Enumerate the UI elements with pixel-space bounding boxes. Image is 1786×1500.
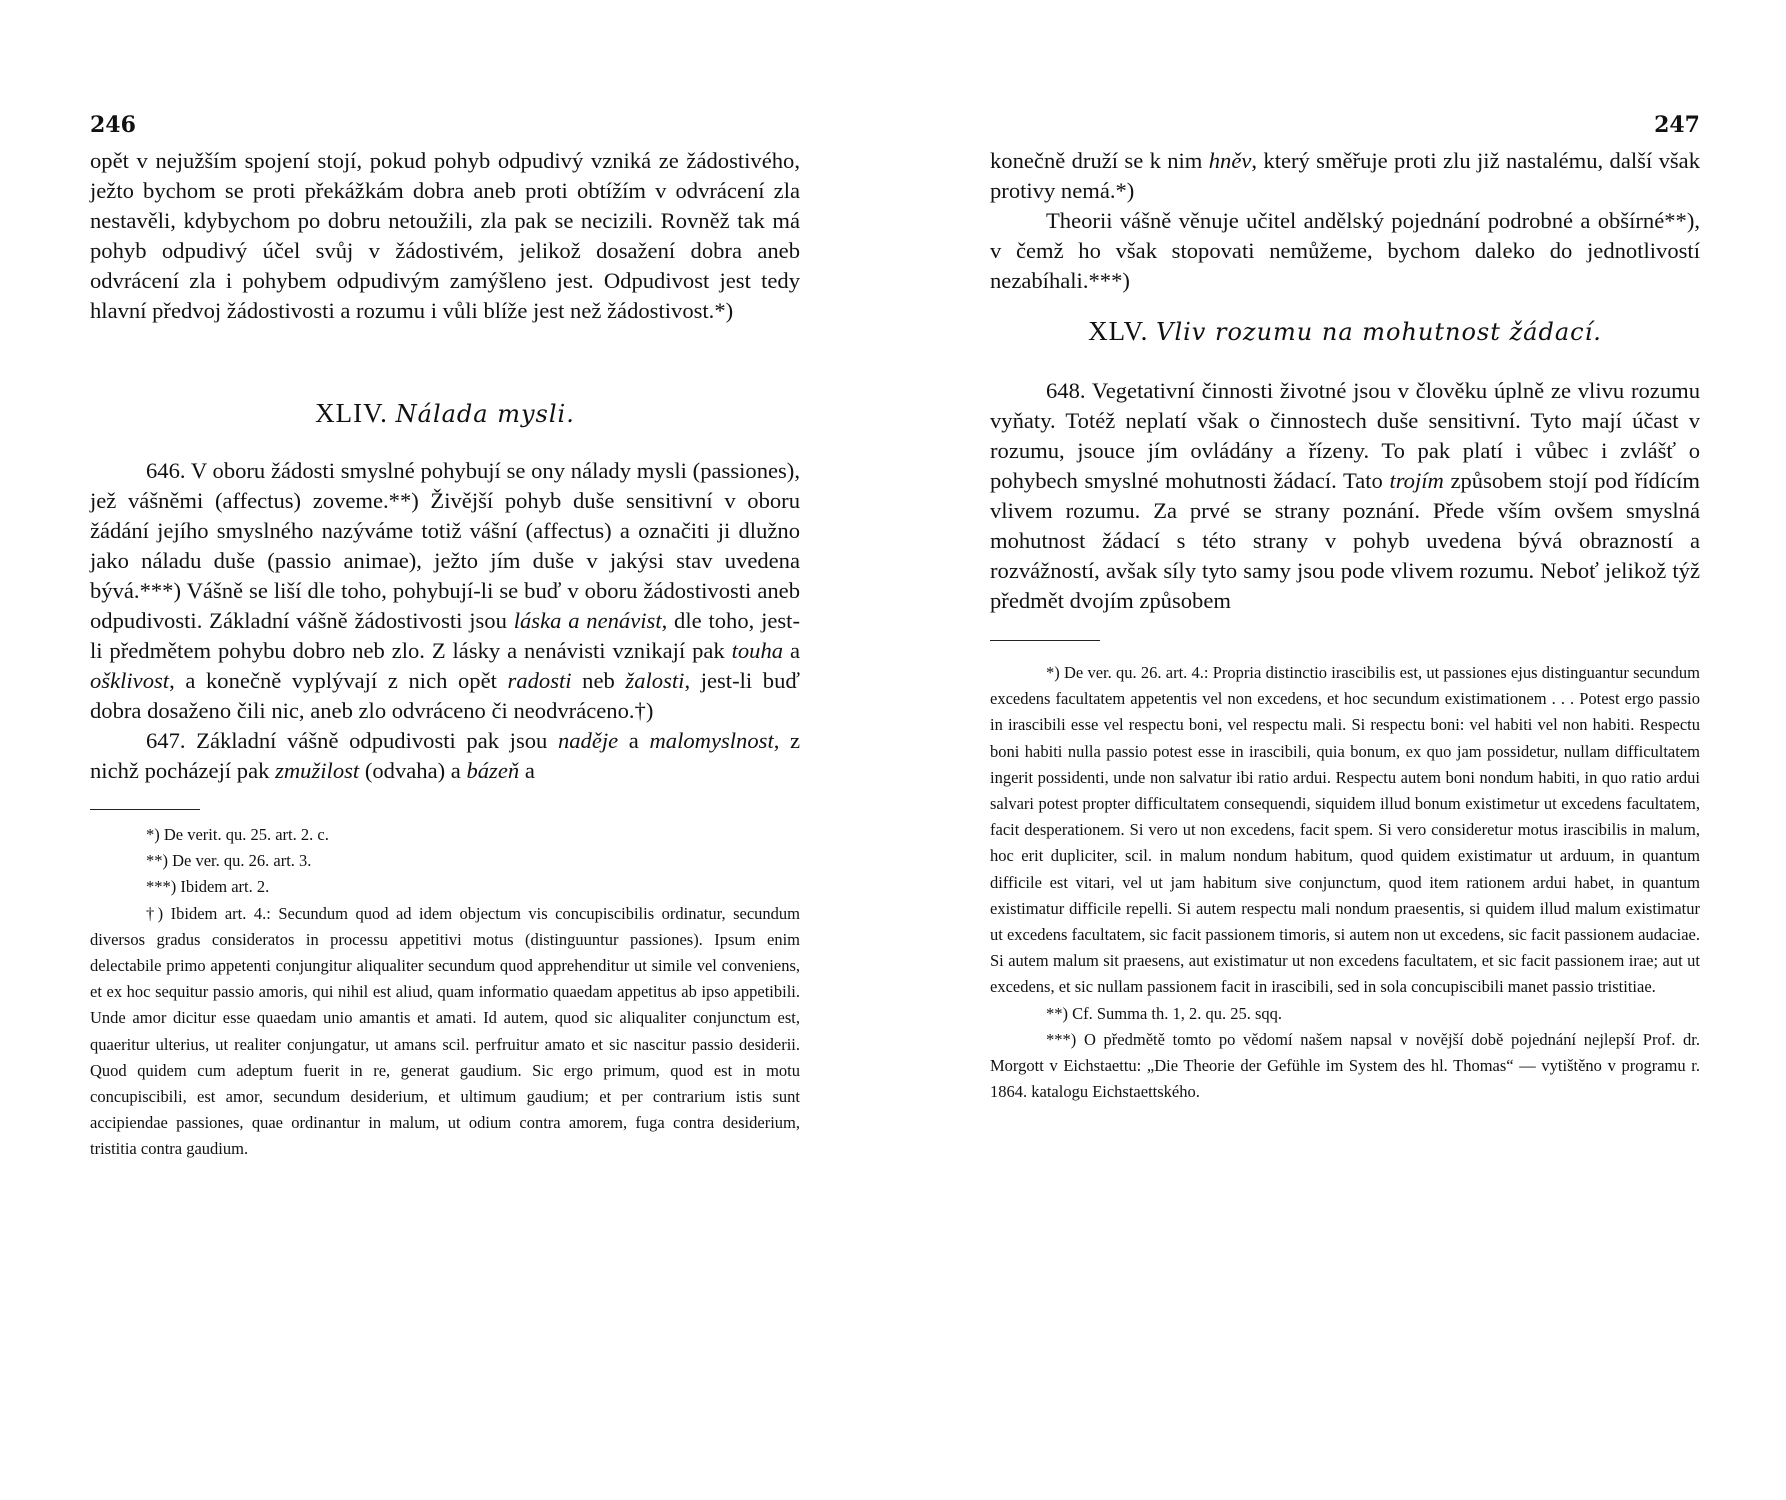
footnotes bbox=[990, 660, 1700, 1105]
heading-number: XLIV. bbox=[315, 398, 388, 428]
paragraph-continued: konečně druží se k nim hněv, který směřuje proti zlu již nastalému, další však protivy nemá.*) bbox=[990, 148, 1700, 203]
paragraph-646: 646. V oboru žádosti smyslné pohybují se ony nálady mysli (passiones), jež vášněmi (affectus) zoveme.**) Živější pohyb duše sensitivní v oboru žádání jejího smyslného nazýváme totiž vášní (affectus) a označiti ji dlužno jako náladu duše (passio animae), ježto jím duše v jakýsi stav uvedena bývá.***) Vášně se liší dle toho, pohybují-li se buď v oboru žádostivosti aneb odpudivosti. Základní vášně žádostivosti jsou láska a nenávist, dle toho, jest-li předmětem pohybu dobro neb zlo. Z lásky a nenávisti vznikají pak touha a ošklivost, a konečně vyplývají z nich opět radosti neb žalosti, jest-li buď dobra dosaženo čili nic, aneb zlo odvráceno či neodvráceno.†) bbox=[90, 458, 800, 723]
main-text-section bbox=[990, 376, 1700, 616]
page-number: 247 bbox=[1654, 112, 1700, 138]
footnote-rule bbox=[990, 640, 1100, 641]
section-heading-xliv bbox=[90, 398, 800, 429]
paragraph-continued: opět v nejužším spojení stojí, pokud pohyb odpudivý vzniká ze žádostivého, ježto bychom se proti překážkám dobra aneb proti obtížím v odvrácení zla nestavěli, kdybychom po dobru netoužili, zla pak se necizili. Rovněž tak má pohyb odpudivý účel svůj v žádostivém, jelikož dosažení dobra aneb odvrácení zla i pohybem odpudivým zamýšleno jest. Odpudivost jest tedy hlavní předvoj žádostivosti a rozumu i vůli blíže jest než žádostivost.*) bbox=[90, 148, 800, 323]
footnote: †) Ibidem art. 4.: Secundum quod ad idem objectum vis concupiscibilis ordinatur, secundum diversos gradus consideratos in processu appetitivi motus (distinguuntur passiones). Ipsum enim delectabile primo appetenti conjungitur aliqualiter secundum quod apprehenditur ut simile vel conveniens, et ex hoc sequitur passio amoris, qui nihil est aliud, quam informatio quaedam appetitus ab ipso appetibili. Unde amor dicitur esse quaedam unio amantis et amati. Id autem, quod sic aliqualiter conjunctum est, quaeritur ulterius, ut realiter conjungatur, ut amans scil. perfruitur amato et sic nascitur passio desiderii. Quod quidem cum adeptum fuerit in re, generat gaudium. Sic ergo primum, quod est in motu concupiscibili, est amor, secundum desiderium, et ultimum gaudium; et per contrarium istis sunt accipiendae passiones, quae ordinantur in malum, ut odium contra amorem, fuga contra desiderium, tristitia contra gaudium. bbox=[90, 903, 800, 1159]
main-text-section bbox=[90, 456, 800, 786]
right-page bbox=[990, 0, 1700, 1500]
heading-title: Nálada mysli. bbox=[395, 400, 575, 428]
left-page bbox=[90, 0, 800, 1500]
page-number: 246 bbox=[90, 112, 136, 138]
heading-number: XLV. bbox=[1088, 316, 1149, 346]
main-text-top bbox=[90, 146, 800, 326]
footnote: *) De ver. qu. 26. art. 4.: Propria distinctio irascibilis est, ut passiones ejus distinguantur secundum excedens facultatem appetentis vel non excedens, et hoc secundum existimationem . . . Potest ergo passio in irascibili esse vel respectu boni, vel respectu mali. Si respectu boni: vel habiti vel non habiti. Respectu boni habiti nulla passio potest esse in irascibili, quia bonum, ex quo jam possidetur, nullam difficultatem ingerit possidenti, unde non salvatur ibi ratio ardui. Respectu autem boni nondum habiti, in quo ratio ardui salvari potest propter difficultatem consequendi, siquidem illud bonum existimetur ut excedens facultatem, facit desperationem. Si vero ut non excedens, facit spem. Si vero consideretur motus irascibilis in malum, hoc erit dupliciter, scil. in malum nondum habitum, quod quidem existimatur ut arduum, in quantum difficile est vitari, vel ut jam habitum sive conjunctum, quod item rationem ardui habet, in quantum existimatur difficile repelli. Si autem respectu mali nondum praesentis, si quidem illud malum existimatur ut excedens facultatem, sic facit passionem timoris, si autem non ut excedens, sic facit passionem audaciae. Si autem malum sit praesens, aut existimatur ut non excedens facultatem, et sic facit passionem irae; aut ut excedens, et sic nullam passionem facit in irascibili, sed in sola concupiscibili manet passio tristitiae. bbox=[990, 663, 1700, 997]
footnotes bbox=[90, 822, 800, 1163]
section-heading-xlv bbox=[990, 316, 1700, 347]
footnote: *) De verit. qu. 25. art. 2. c. bbox=[146, 825, 329, 844]
main-text-top bbox=[990, 146, 1700, 296]
heading-title: Vliv rozumu na mohutnost žádací. bbox=[1156, 318, 1602, 346]
footnote: **) Cf. Summa th. 1, 2. qu. 25. sqq. bbox=[1046, 1003, 1283, 1023]
footnote: **) De ver. qu. 26. art. 3. bbox=[146, 851, 312, 871]
footnote-rule bbox=[90, 809, 200, 810]
footnote: ***) Ibidem art. 2. bbox=[146, 877, 270, 897]
paragraph-648: 648. Vegetativní činnosti životné jsou v člověku úplně ze vlivu rozumu vyňaty. Totéž neplatí však o činnostech duše sensitivní. Tyto mají účast v rozumu, jsouce jím ovládány a řízeny. To pak platí i vůbec i zvlášť o pohybech smyslné mohutnosti žádací. Tato trojím způsobem stojí pod řídícím vlivem rozumu. Za prvé se strany poznání. Přede vším ovšem smyslná mohutnost žádací s této strany v pohyb uvedena bývá obrazností a rozvážností, avšak síly tyto samy jsou pode vlivem rozumu. Neboť jelikož týž předmět dvojím způsobem bbox=[990, 378, 1700, 613]
footnote: ***) O předmětě tomto po vědomí našem napsal v novější době pojednání nejlepší Prof. dr. Morgott v Eichstaettu: „Die Theorie der Gefühle im System des hl. Thomas“ — vytištěno v programu r. 1864. katalogu Eichstaettského. bbox=[990, 1029, 1700, 1102]
paragraph-theory: Theorii vášně věnuje učitel andělský pojednání podrobné a obšírné**), v čemž ho však stopovati nemůžeme, bychom daleko do jednotlivostí nezabíhali.***) bbox=[990, 208, 1700, 293]
paragraph-647: 647. Základní vášně odpudivosti pak jsou naděje a malomyslnost, z nichž pocházejí pak zmužilost (odvaha) a bázeň a bbox=[90, 728, 801, 783]
